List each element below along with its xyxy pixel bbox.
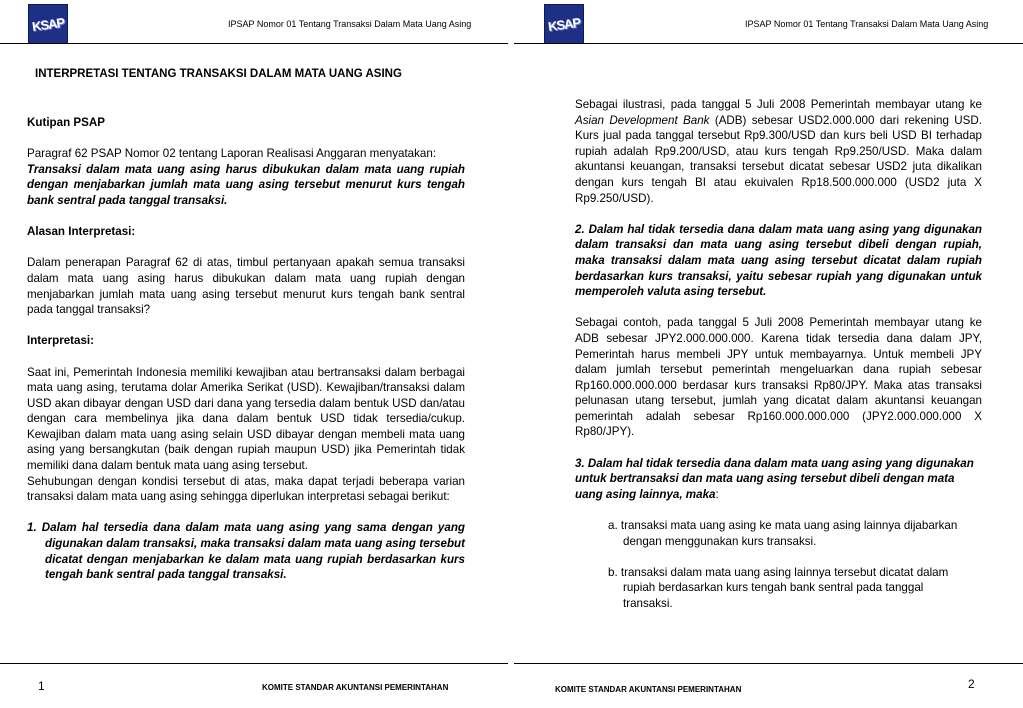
alasan-text: Dalam penerapan Paragraf 62 di atas, timbul pertanyaan apakah semua transaksi dalam mata uang asing harus dibukukan dalam mata uang rupiah dengan menjabarkan jumlah mata uang asing tersebut menurut kurs tengah bank sentral pada tanggal transaksi? — [27, 256, 465, 317]
interpretasi-heading: Interpretasi: — [27, 334, 95, 348]
document-title: INTERPRETASI TENTANG TRANSAKSI DALAM MATA UANG ASING — [35, 68, 402, 80]
point-3-colon: : — [715, 487, 719, 501]
page-left — [0, 0, 511, 708]
footer-committee-right: KOMITE STANDAR AKUNTANSI PEMERINTAHAN — [555, 685, 742, 694]
header-divider — [0, 43, 508, 44]
point-2: 2. Dalam hal tidak tersedia dana dalam mata uang asing yang digunakan dalam transaksi dan mata uang asing tersebut dibeli dengan rupiah, maka transaksi dalam mata uang asing tersebut dicatat dalam rupiah berdasarkan kurs transaksi, yaitu sebesar rupiah yang digunakan untuk memperoleh valuta asing tersebut. — [575, 222, 982, 299]
header-title: IPSAP Nomor 01 Tentang Transaksi Dalam Mata Uang Asing — [745, 19, 989, 29]
ilustrasi-paragraph — [575, 97, 982, 206]
ilustrasi-italic: Asian Development Bank — [575, 113, 710, 127]
interpretasi-paragraph-2: Sehubungan dengan kondisi tersebut di atas, maka dapat terjadi beberapa varian transaksi dalam mata uang asing sehingga diperlukan interpretasi sebagai berikut: — [27, 474, 465, 504]
point-3-text: 3. Dalam hal tidak tersedia dana dalam mata uang asing yang digunakan untuk bertransaksi dan mata uang asing tersebut dibeli dengan mata uang asing lainnya, maka — [575, 456, 974, 501]
interpretasi-paragraph-1: Saat ini, Pemerintah Indonesia memiliki kewajiban atau bertransaksi dalam berbagai mata uang asing, terutama dolar Amerika Serikat (USD). Kewajiban/transaksi dalam USD akan dibayar dengan USD dari dana yang tersedia dalam bentuk USD dan/atau dengan cara membelinya jika dana dalam bentuk USD tidak tersedia/cukup. Kewajiban dalam mata uang asing selain USD dibayar dengan membeli mata uang asing yang bersangkutan (baik dengan rupiah maupun USD) jika Pemerintah tidak memiliki dana dalam bentuk mata uang asing tersebut. — [27, 365, 465, 473]
ilustrasi-text-a: Sebagai ilustrasi, pada tanggal 5 Juli 2008 Pemerintah membayar utang ke — [575, 98, 982, 111]
sub-item-b: b. transaksi dalam mata uang asing lainnya tersebut dicatat dalam rupiah berdasarkan kurs tengah bank sentral pada tanggal transaksi. — [608, 565, 949, 610]
logo-text: KSAP — [31, 14, 65, 34]
sub-item-a: a. transaksi mata uang asing ke mata uang asing lainnya dijabarkan dengan menggunakan kurs transaksi. — [608, 519, 958, 548]
footer-divider — [514, 663, 1023, 664]
right-column — [575, 97, 982, 612]
header-divider — [514, 43, 1023, 44]
ksap-logo — [544, 4, 584, 44]
header-title: IPSAP Nomor 01 Tentang Transaksi Dalam Mata Uang Asing — [228, 19, 472, 29]
kutipan-heading: Kutipan PSAP — [27, 116, 105, 129]
footer-divider — [0, 663, 508, 664]
point-3 — [575, 456, 982, 503]
left-column — [27, 115, 465, 583]
ksap-logo — [28, 4, 68, 44]
kutipan-quote: Transaksi dalam mata uang asing harus dibukukan dalam mata uang rupiah dengan menjabarkan jumlah mata uang asing tersebut menurut kurs tengah bank sentral pada tanggal transaksi. — [27, 162, 465, 207]
alasan-heading: Alasan Interpretasi: — [27, 225, 136, 239]
contoh-paragraph: Sebagai contoh, pada tanggal 5 Juli 2008 Pemerintah membayar utang ke ADB sebesar JPY2.000.000.000. Karena tidak tersedia dana dalam JPY, Pemerintah harus membeli JPY untuk membayarnya. Untuk membeli JPY dalam jumlah tersebut pemerintah mengeluarkan dana rupiah sebesar Rp160.000.000.000 berdasar kurs transaksi Rp80/JPY. Maka atas transaksi pelunasan utang tersebut, jumlah yang dicatat dalam akuntansi keuangan pemerintah adalah sebesar Rp160.000.000.000 (JPY2.000.000.000 X Rp80/JPY). — [575, 316, 982, 439]
point-1: 1. Dalam hal tersedia dana dalam mata uang asing yang sama dengan yang digunakan dalam transaksi, maka transaksi dalam mata uang asing tersebut dicatat dengan menjabarkan ke dalam mata uang rupiah berdasarkan kurs tengah bank sentral pada tanggal transaksi. — [27, 521, 465, 582]
page-number-right: 2 — [968, 677, 975, 691]
ilustrasi-text-b: (ADB) sebesar USD2.000.000 dari rekening USD. Kurs jual pada tanggal tersebut Rp9.300/USD dan kurs beli USD BI terhadap rupiah adalah Rp9.200/USD, atau kurs tengah Rp9.250/USD. Maka dalam akuntansi keuangan, transaksi tersebut dicatat sebesar USD2 juta dikalikan dengan kurs tengah BI atau ekuivalen Rp18.500.000.000 (USD2 juta X Rp9.250/USD). — [575, 113, 982, 205]
page-number-left: 1 — [38, 679, 45, 693]
logo-text: KSAP — [547, 14, 581, 34]
kutipan-intro: Paragraf 62 PSAP Nomor 02 tentang Laporan Realisasi Anggaran menyatakan: — [27, 147, 437, 161]
footer-committee-left: KOMITE STANDAR AKUNTANSI PEMERINTAHAN — [262, 683, 449, 692]
